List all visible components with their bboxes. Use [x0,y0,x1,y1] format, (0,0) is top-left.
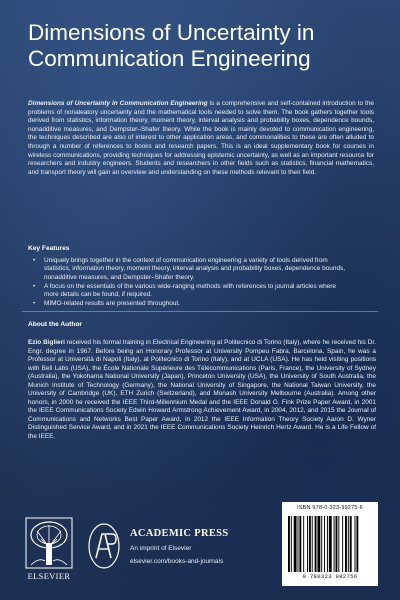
about-author-heading: About the Author [28,321,82,328]
academic-press-name: ACADEMIC PRESS [130,528,229,539]
barcode-bar [336,516,338,572]
author-bio: received his formal training in Electrical Engineering at Politecnico di Torino (Italy), where he received his Dr. Engr. degree in 1967. Before being an Honorary Professor at University Pompeu Fabra, Barcelona, Spain, he was a Professor at Università di Napoli (Italy), at Politecnico di Torino (Italy), and at UCLA (USA). He has held visiting positions with Bell Labs (USA), the École Nationale Supérieure des Télécommunications (Paris, France), the University of Sydney (Australia), the Yokohama National University (Japan), Princeton University (USA), the University of South Australia, the Munich Institute of Technology (Germany), the National University of Singapore, the National Taiwan University, the University of Cambridge (UK), ETH Zurich (Switzerland), and Monash University Melbourne (Australia). Among other honors, in 2000 he received the IEEE Third-Millennium Medal and the IEEE Donald G. Fink Prize Paper Award, in 2001 the IEEE Communications Society Edwin Howard Armstrong Achievement Award, in 2004, 2012, and 2015 the Journal of Communications and Networks Best Paper Award, in 2012 the IEEE Information Theory Society Aaron D. Wyner Distinguished Service Award, and in 2021 the IEEE Communications Society Heinrich Hertz Award. He is a Life Fellow of the IEEE. [28,339,376,440]
barcode-bar [294,516,297,572]
about-author-text [28,339,376,441]
barcode-bar [334,516,335,572]
imprint-line: An imprint of Elsevier [130,545,192,552]
key-feature-item: • Uniquely brings together in the context of communication engineering a variety of tools derived from statistics, information theory, moment theory, interval analysis and probability boxes, dependence bounds, nonadditive measures, and Dempster–Shafer theory. [28,257,348,282]
barcode-bar [288,516,290,572]
key-feature-item: • MIMO-related results are presented throughout. [28,300,348,308]
barcode-bar [312,516,313,572]
description-lead: Dimensions of Uncertainty in Communication Engineering [28,100,208,107]
key-features-list [28,257,348,309]
barcode-bar [299,516,301,572]
isbn-barcode [282,502,378,586]
barcode-bar [355,516,356,572]
book-description [28,100,374,177]
barcode-bar [291,516,292,572]
barcode-bar [348,516,349,572]
barcode-bar [321,516,322,572]
barcode-bar [338,516,339,572]
barcode-bar [329,516,332,572]
section-divider [22,311,378,312]
author-name: Ezio Biglieri [28,339,65,346]
barcode-digits: 9 780323 992756 [302,573,358,580]
key-feature-item: • A focus on the essentials of the various wide-ranging methods with references to journal articles where more details can be found, if required. [28,283,348,300]
barcode-bar [298,516,299,572]
description-body: is a comprehensive and self-contained introduction to the problems of nonaleatory uncertainty and the mathematical tools needed to solve them. The book gathers together tools derived from statistics, information theory, moment theory, interval analysis and probability boxes, dependence bounds, nonadditive measures, and Dempster–Shafer theory. While the book is mainly devoted to communication engineering, the techniques described are also of interest to other application areas, and commonalities to these are often alluded to through a number of references to books and research papers. This is an ideal supplementary book for courses in wireless communications, providing techniques for addressing epistemic uncertainty, as well as an important resource for researchers and industry engineers. Students and researchers in other fields such as statistics, financial mathematics, and transport theory will gain an overview and understanding on these methods relevant to their field. [28,100,374,176]
barcode-bar [317,516,320,572]
publisher-url[interactable]: elsevier.com/books-and-journals [130,558,224,565]
barcode-bar [345,516,347,572]
elsevier-wordmark: ELSEVIER [27,572,71,581]
barcode-bar [324,516,325,572]
isbn-number: ISBN 978-0-323-99275-6 [297,505,363,511]
barcode-bar [309,516,311,572]
barcode-bars [288,516,372,572]
barcode-bar [356,516,358,572]
academic-press-logo [87,522,121,570]
barcode-bar [327,516,328,572]
barcode-bar [315,516,317,572]
key-features-heading: Key Features [28,245,70,252]
elsevier-tree-logo [25,517,73,569]
barcode-bar [350,516,352,572]
barcode-bar [342,516,343,572]
book-title: Dimensions of Uncertainty in Communication Engineering [28,20,315,71]
barcode-bar [307,516,308,572]
barcode-bar [303,516,304,572]
